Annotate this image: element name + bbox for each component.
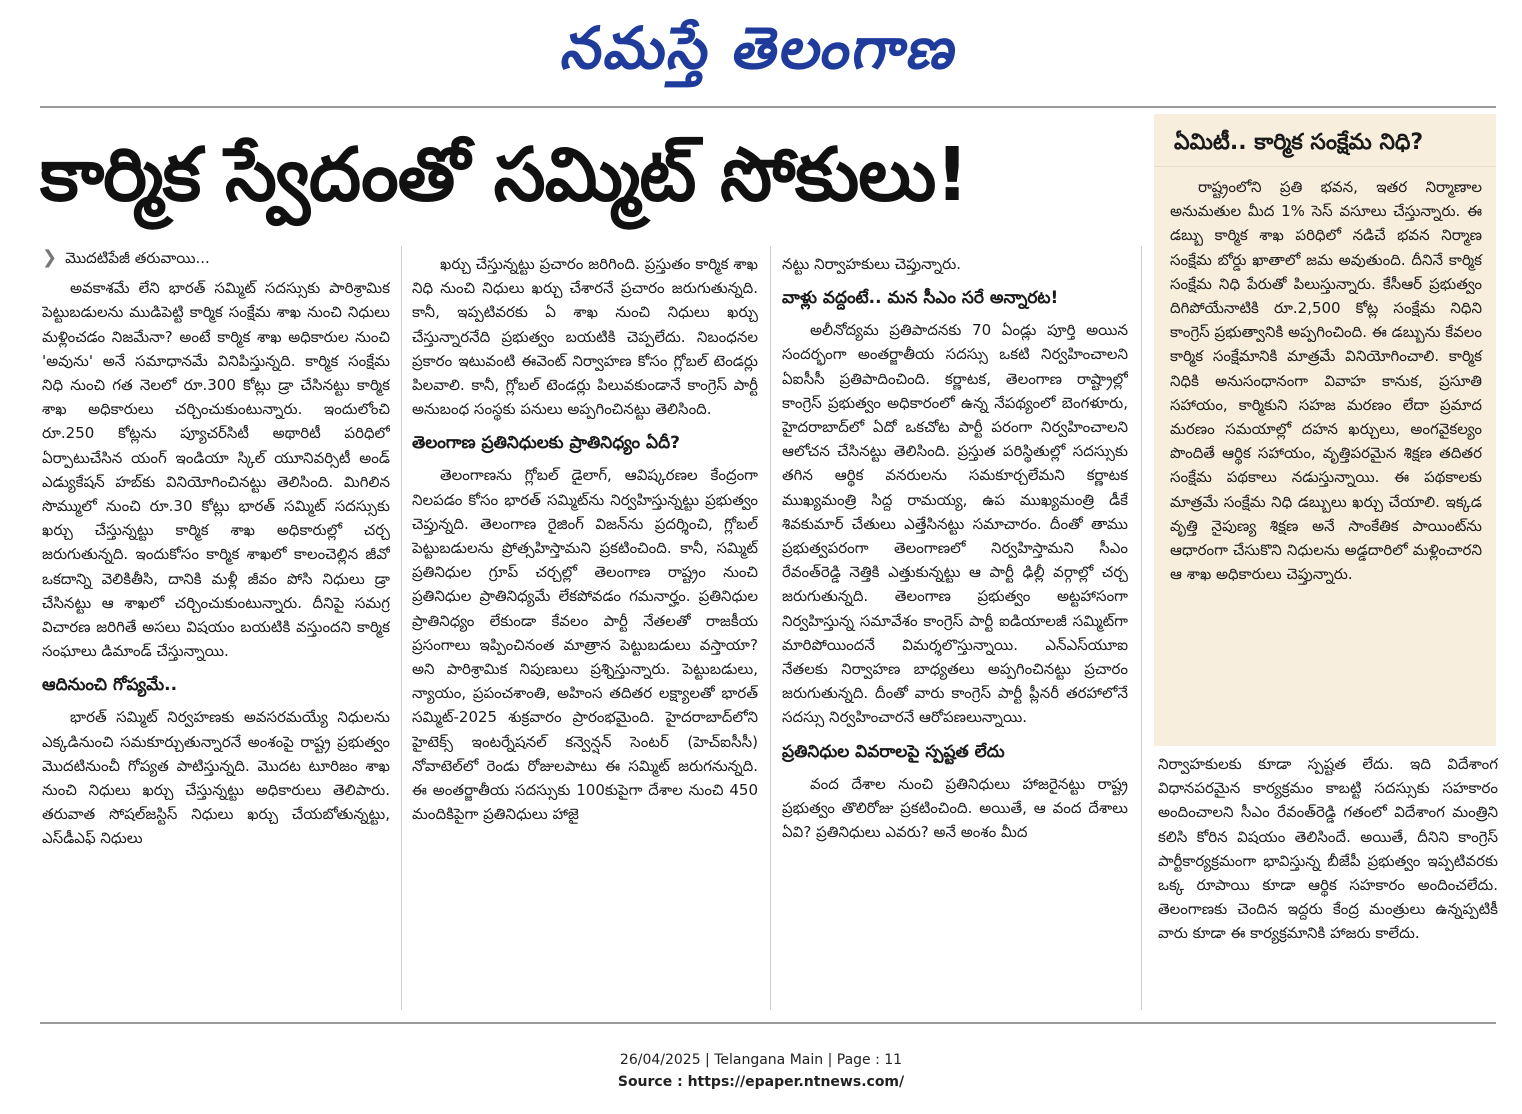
chevron-right-icon: ❯	[42, 247, 58, 269]
subheading: ప్రతినిధుల వివరాలపై స్పష్టత లేదు	[782, 741, 1005, 762]
paragraph: తెలంగాణను గ్లోబల్ డైలాగ్, ఆవిష్కరణల కేంద్రంగా నిలపడం కోసం భారత్ సమ్మిట్‌ను నిర్వహిస్తున్నట్టు ప్రభుత్వం చెప్తున్నది. తెలంగాణ రైజింగ్ విజన్‌ను ప్రదర్శించి, గ్లోబల్ పెట్టుబడులను ప్రోత్సహిస్తామని ప్రకటించింది. కానీ, సమ్మిట్ ప్రతినిధుల గ్రూప్ చర్చల్లో తెలంగాణ రాష్ట్రం నుంచి ప్రతినిధుల ప్రాతినిధ్యమే లేకపోవడం గమనార్హం. ప్రతినిధుల ప్రాతినిధ్యం లేకుండా కేవలం పార్టీ నేతలతో రాజకీయ ప్రసంగాలు ఇప్పించినంత మాత్రాన పెట్టుబడులు వస్తాయా? అని పారిశ్రామిక నిపుణులు ప్రశ్నిస్తున్నారు. పెట్టుబడులు, న్యాయం, ప్రపంచశాంతి, అహింస తదితర లక్ష్యాలతో భారత్ సమ్మిట్-2025 శుక్రవారం ప్రారంభమైంది. హైదరాబాద్‌లోని హైటెక్స్ ఇంటర్నేషనల్ కన్వెన్షన్ సెంటర్ (హెచ్ఐసీసీ) నోవాటెల్‌లో రెండు రోజులపాటు ఈ సమ్మిట్ జరుగనున్నది. ఈ అంతర్జాతీయ సదస్సుకు 100కుపైగా దేశాల నుంచి 450 మందికిపైగా ప్రతినిధులు హాజై	[412, 466, 758, 824]
column-divider	[1141, 246, 1142, 1010]
masthead-logo: నమస్తే తెలంగాణ	[557, 14, 965, 82]
paragraph: రాష్ట్రంలోని ప్రతి భవన, ఇతర నిర్మాణాల అనుమతుల మీద 1% సెస్ వసూలు చేస్తున్నారు. ఈ డబ్బు కార్మిక శాఖ పరిధిలో నడిచే భవన నిర్మాణ సంక్షేమ బోర్డు ఖాతాలో జమ అవుతుంది. దీనినే కార్మిక సంక్షేమ నిధి పేరుతో పిలుస్తున్నారు. కేసీఆర్ ప్రభుత్వం దిగిపోయేనాటికి రూ.2,500 కోట్ల సంక్షేమ నిధిని కాంగ్రెస్ ప్రభుత్వానికి అప్పగించింది. ఈ డబ్బును కేవలం కార్మిక సంక్షేమానికి మాత్రమే వినియోగించాలి. కార్మిక నిధికి అనుసంధానంగా వివాహ కానుక, ప్రసూతి సహాయం, కార్మికుని సహజ మరణం లేదా ప్రమాద మరణం సమయాల్లో దహన ఖర్చులు, అంగవైకల్యం పొందితే ఆర్థిక సహాయం, వృత్తిపరమైన శిక్షణ తదితర సంక్షేమ పథకాలు నడుస్తున్నాయి. ఈ పథకాలకు మాత్రమే సంక్షేమ నిధి డబ్బులు ఖర్చు చేయాలి. ఇక్కడ వృత్తి నైపుణ్య శిక్షణ అనే సాంకేతిక పాయింట్‌ను ఆధారంగా చేసుకొని నిధులను అడ్డదారిలో మళ్లించారని ఆ శాఖ అధికారులు చెప్తున్నారు.	[1170, 178, 1482, 584]
footer-source: Source : https://epaper.ntnews.com/	[617, 1074, 905, 1090]
paragraph: అలీనోద్యమ ప్రతిపాదనకు 70 ఏండ్లు పూర్తి అయిన సందర్భంగా అంతర్జాతీయ సదస్సు ఒకటి నిర్వహించాలని ఏఐసీసీ ప్రతిపాదించింది. కర్ణాటక, తెలంగాణ రాష్ట్రాల్లో కాంగ్రెస్ ప్రభుత్వం అధికారంలో ఉన్న నేపథ్యంలో బెంగళూరు, హైదరాబాద్‌లో ఏదో ఒకచోట పార్టీ పరంగా నిర్వహించాలని ఆలోచన చేసినట్టు తెలిసింది. ప్రస్తుత పరిస్థితుల్లో సదస్సుకు తగిన ఆర్థిక వనరులను సమకూర్చలేమని కర్ణాటక ముఖ్యమంత్రి సిద్ద రామయ్య, ఉప ముఖ్యమంత్రి డీకే శివకుమార్ చేతులు ఎత్తేసినట్టు సమాచారం. దీంతో తాము ప్రభుత్వపరంగా తెలంగాణలో నిర్వహిస్తామని సీఎం రేవంత్‌రెడ్డి నెత్తికి ఎత్తుకున్నట్టు ఆ పార్టీ ఢిల్లీ వర్గాల్లో చర్చ జరుగుతున్నది. తెలంగాణ ప్రభుత్వం అట్టహాసంగా నిర్వహిస్తున్న సమావేశం కాంగ్రెస్ పార్టీ ఐడియాలజీ సమ్మిట్‌గా మారిపోయిందనే విమర్శలొస్తున్నాయి. ఎన్ఎస్‌యూఐ నేతలకు నిర్వాహణ బాధ్యతలు అప్పగించినట్టు ప్రచారం జరుగుతున్నది. దీంతో వారు కాంగ్రెస్ పార్టీ ప్లీనరీ తరహాలోనే సదస్సు నిర్వహించారనే ఆరోపణలున్నాయి.	[782, 321, 1128, 727]
sidebar-title: ఏమిటీ.. కార్మిక సంక్షేమ నిధి?	[1154, 114, 1496, 167]
paragraph: ఖర్చు చేస్తున్నట్టు ప్రచారం జరిగింది. ప్రస్తుతం కార్మిక శాఖ నిధి నుంచి నిధులు ఖర్చు చేశారనే ప్రచారం జరుగుతున్నది. కానీ, ఇప్పటివరకు ఏ శాఖ నుంచి నిధులు ఖర్చు చేస్తున్నారనేది ప్రభుత్వం బయటికి చెప్పలేదు. నిబంధనల ప్రకారం ఇటువంటి ఈవెంట్ నిర్వాహణ కోసం గ్లోబల్ టెండర్లు పిలవాలి. కానీ, గ్లోబల్ టెండర్లు పిలువకుండానే కాంగ్రెస్ పార్టీ అనుబంధ సంస్థకు పనులు అప్పగించినట్టు తెలిసింది.	[412, 255, 758, 419]
bottom-divider	[40, 1022, 1496, 1024]
column-divider	[401, 246, 402, 1010]
footer-edition-info: 26/04/2025 | Telangana Main | Page : 11	[619, 1052, 903, 1068]
page-headline: కార్మిక స్వేదంతో సమ్మిట్ సోకులు!	[40, 132, 969, 218]
paragraph: వంద దేశాల నుంచి ప్రతినిధులు హాజరైనట్టు రాష్ట్ర ప్రభుత్వం తొలిరోజు ప్రకటించింది. అయితే, ఆ వంద దేశాలు ఏవి? ప్రతినిధులు ఎవరు? అనే అంశం మీద	[782, 774, 1128, 842]
subheading: వాళ్లు వద్దంటే.. మన సీఎం సరే అన్నారట!	[782, 288, 1059, 309]
continuation-kicker	[42, 246, 390, 270]
article-column-4	[1158, 752, 1498, 1008]
paragraph: నిర్వాహకులకు కూడా స్పష్టత లేదు. ఇది విదేశాంగ విధానపరమైన కార్యక్రమం కాబట్టి సదస్సుకు సహకారం అందించాలని సీఎం రేవంత్‌రెడ్డి గతంలో విదేశాంగ మంత్రిని కలిసి కోరిన విషయం తెలిసిందే. అయితే, దీనిని కాంగ్రెస్ పార్టీకార్యక్రమంగా భావిస్తున్న బీజేపీ ప్రభుత్వం ఇప్పటివరకు ఒక్క రూపాయి కూడా ఆర్థిక సహకారం అందించలేదు. తెలంగాణకు చెందిన ఇద్దరు కేంద్ర మంత్రులు ఉన్నప్పటికీ వారు కూడా ఈ కార్యక్రమానికి హాజరు కాలేదు.	[1158, 755, 1498, 943]
article-column-3	[782, 252, 1128, 1008]
sidebar-body	[1154, 167, 1496, 735]
subheading: తెలంగాణ ప్రతినిధులకు ప్రాతినిధ్యం ఏదీ?	[412, 433, 680, 454]
kicker-label: మొదటిపేజీ తరువాయి...	[65, 249, 210, 267]
paragraph: నట్టు నిర్వాహకులు చెప్తున్నారు.	[782, 255, 962, 273]
article-column-2	[412, 252, 758, 1008]
column-divider	[770, 246, 771, 1010]
article-column-1	[42, 246, 390, 1008]
top-divider	[40, 106, 1496, 108]
paragraph: అవకాశమే లేని భారత్ సమ్మిట్ సదస్సుకు పారిశ్రామిక పెట్టుబడులను ముడిపెట్టి కార్మిక సంక్షేమ శాఖ నుంచి నిధులు మళ్లించడం నిజమేనా? అంటే కార్మిక శాఖ అధికారుల నుంచి 'అవును' అనే సమాధానమే వినిపిస్తున్నది. కార్మిక సంక్షేమ నిధి నుంచి గత నెలలో రూ.300 కోట్లు డ్రా చేసినట్టు కార్మిక శాఖ అధికారులు చర్చించుకుంటున్నారు. ఇందులోంచి రూ.250 కోట్లను ప్యూచర్‌సిటీ అథారిటీ పరిధిలో ఏర్పాటుచేసిన యంగ్ ఇండియా స్కిల్ యూనివర్సిటీ అండ్ ఎడ్యుకేషన్ హబ్‌కు వినియోగించినట్టు తెలిసింది. మిగిలిన సొమ్ములో నుంచి రూ.30 కోట్లు భారత్ సమ్మిట్ సదస్సుకు ఖర్చు చేస్తున్నట్టు కార్మిక శాఖ అధికారుల్లో చర్చ జరుగుతున్నది. ఇందుకోసం కార్మిక శాఖలో కాలంచెల్లిన జీవో ఒకదాన్ని వెలికితీసి, దానికి మళ్లీ జీవం పోసి నిధులు డ్రా చేసినట్టు ఆ శాఖలో చర్చించుకుంటున్నారు. దీనిపై సమగ్ర విచారణ జరిగితే అసలు విషయం బయటికి వస్తుందని కార్మిక సంఘాలు డిమాండ్ చేస్తున్నాయి.	[42, 279, 390, 661]
subheading: ఆదినుంచి గోప్యమే..	[42, 675, 178, 696]
paragraph: భారత్ సమ్మిట్ నిర్వహణకు అవసరమయ్యే నిధులను ఎక్కడినుంచి సమకూర్చుతున్నారనే అంశంపై రాష్ట్ర ప్రభుత్వం మొదటినుంచీ గోప్యత పాటిస్తున్నది. మొదట టూరిజం శాఖ నుంచి నిధులు ఖర్చు చేస్తున్నట్టు అధికారులు తెలిపారు. తరువాత సోషల్‌జస్టిస్ నిధులు ఖర్చు చేయబోతున్నట్టు, ఎస్‌డీఎఫ్ నిధులు	[42, 708, 390, 848]
sidebar-box	[1154, 114, 1496, 746]
